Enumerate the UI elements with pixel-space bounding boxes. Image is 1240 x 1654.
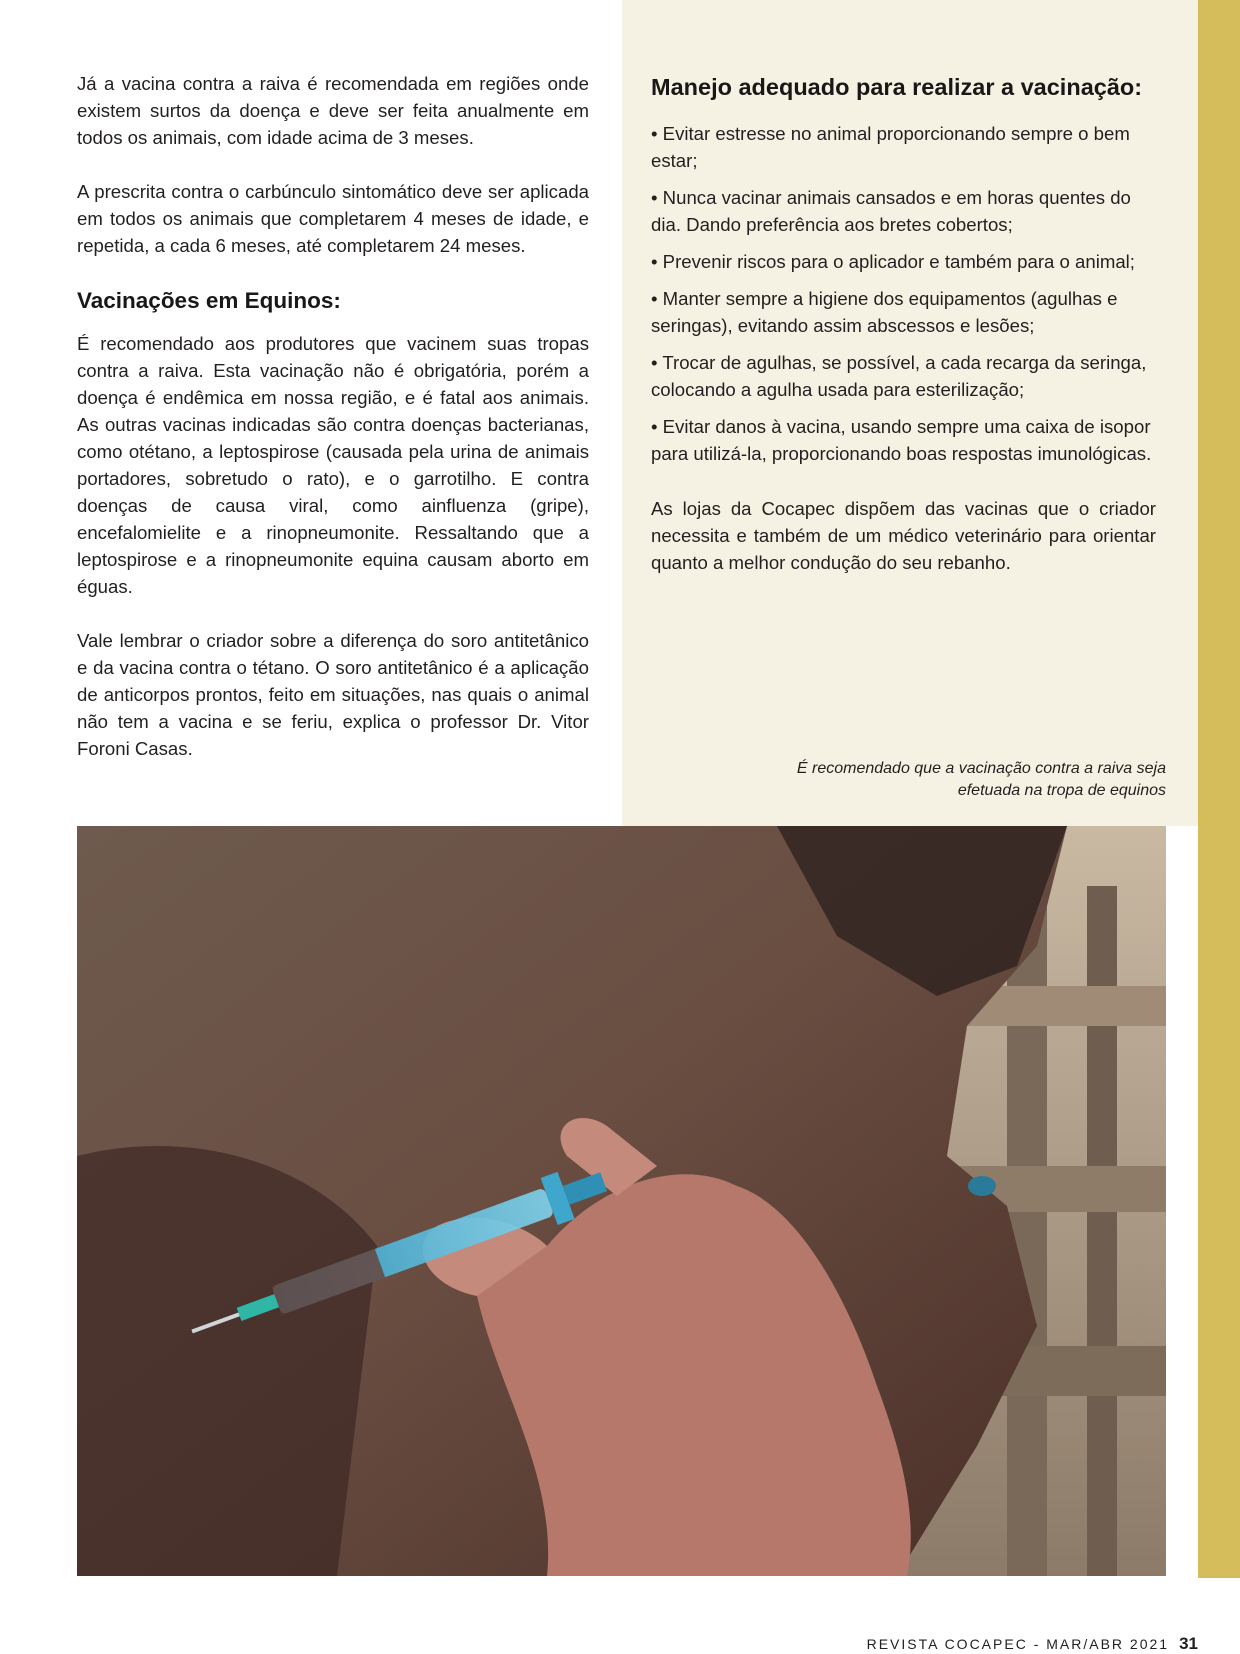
sidebar-bullet: • Evitar danos à vacina, usando sempre uma caixa de isopor para utilizá-la, proporcionando boas respostas imunológicas. <box>651 416 1152 464</box>
sidebar-box <box>651 72 1156 576</box>
article-column <box>77 70 589 789</box>
sidebar-bullet: • Manter sempre a higiene dos equipamentos (agulhas e seringas), evitando assim abscessos e lesões; <box>651 288 1118 336</box>
photo-caption <box>736 758 1166 802</box>
sidebar-heading: Manejo adequado para realizar a vacinação: <box>651 74 1143 100</box>
sidebar-bullet: • Nunca vacinar animais cansados e em horas quentes do dia. Dando preferência aos bretes cobertos; <box>651 187 1131 235</box>
article-paragraph-rabies: Já a vacina contra a raiva é recomendada em regiões onde existem surtos da doença e deve ser feita anualmente em todos os animais, com idade acima de 3 meses. <box>77 73 589 148</box>
caption-line: É recomendado que a vacinação contra a raiva seja <box>796 760 1166 777</box>
publication-name: REVISTA COCAPEC - MAR/ABR 2021 <box>866 1636 1170 1652</box>
caption-line: efetuada na tropa de equinos <box>957 782 1166 799</box>
sidebar-bullet: • Prevenir riscos para o aplicador e também para o animal; <box>651 251 1135 272</box>
sidebar-bullet: • Trocar de agulhas, se possível, a cada recarga da seringa, colocando a agulha usada para esterilização; <box>651 352 1147 400</box>
article-paragraph-equinos: É recomendado aos produtores que vacinem suas tropas contra a raiva. Esta vacinação não é obrigatória, porém a doença é endêmica em nossa região, e é fatal aos animais. As outras vacinas indicadas são contra doenças bacterianas, como otétano, a leptospirose (causada pela urina de animais portadores, sobretudo o rato), e o garrotilho. E contra doenças de causa viral, como ainfluenza (gripe), encefalomielite e a rinopneumonite. Ressaltando que a leptospirose e a rinopneumonite equina causam aborto em éguas. <box>77 333 589 597</box>
horse-vaccination-photo <box>77 826 1166 1576</box>
sidebar-closing-paragraph: As lojas da Cocapec dispõem das vacinas que o criador necessita e também de um médico veterinário para orientar quanto a melhor condução do seu rebanho. <box>651 498 1156 573</box>
page-footer <box>867 1634 1198 1654</box>
page-number: 31 <box>1179 1634 1198 1653</box>
article-paragraph-carbuncle: A prescrita contra o carbúnculo sintomático deve ser aplicada em todos os animais que completarem 4 meses de idade, e repetida, a cada 6 meses, até completarem 24 meses. <box>77 181 589 256</box>
section-heading-equinos: Vacinações em Equinos: <box>77 288 341 313</box>
gold-margin-stripe <box>1198 0 1240 1578</box>
article-paragraph-soro: Vale lembrar o criador sobre a diferença do soro antitetânico e da vacina contra o tétano. O soro antitetânico é a aplicação de anticorpos prontos, feito em situações, nas quais o animal não tem a vacina e se feriu, explica o professor Dr. Vitor Foroni Casas. <box>77 630 589 759</box>
sidebar-bullet: • Evitar estresse no animal proporcionando sempre o bem estar; <box>651 123 1130 171</box>
